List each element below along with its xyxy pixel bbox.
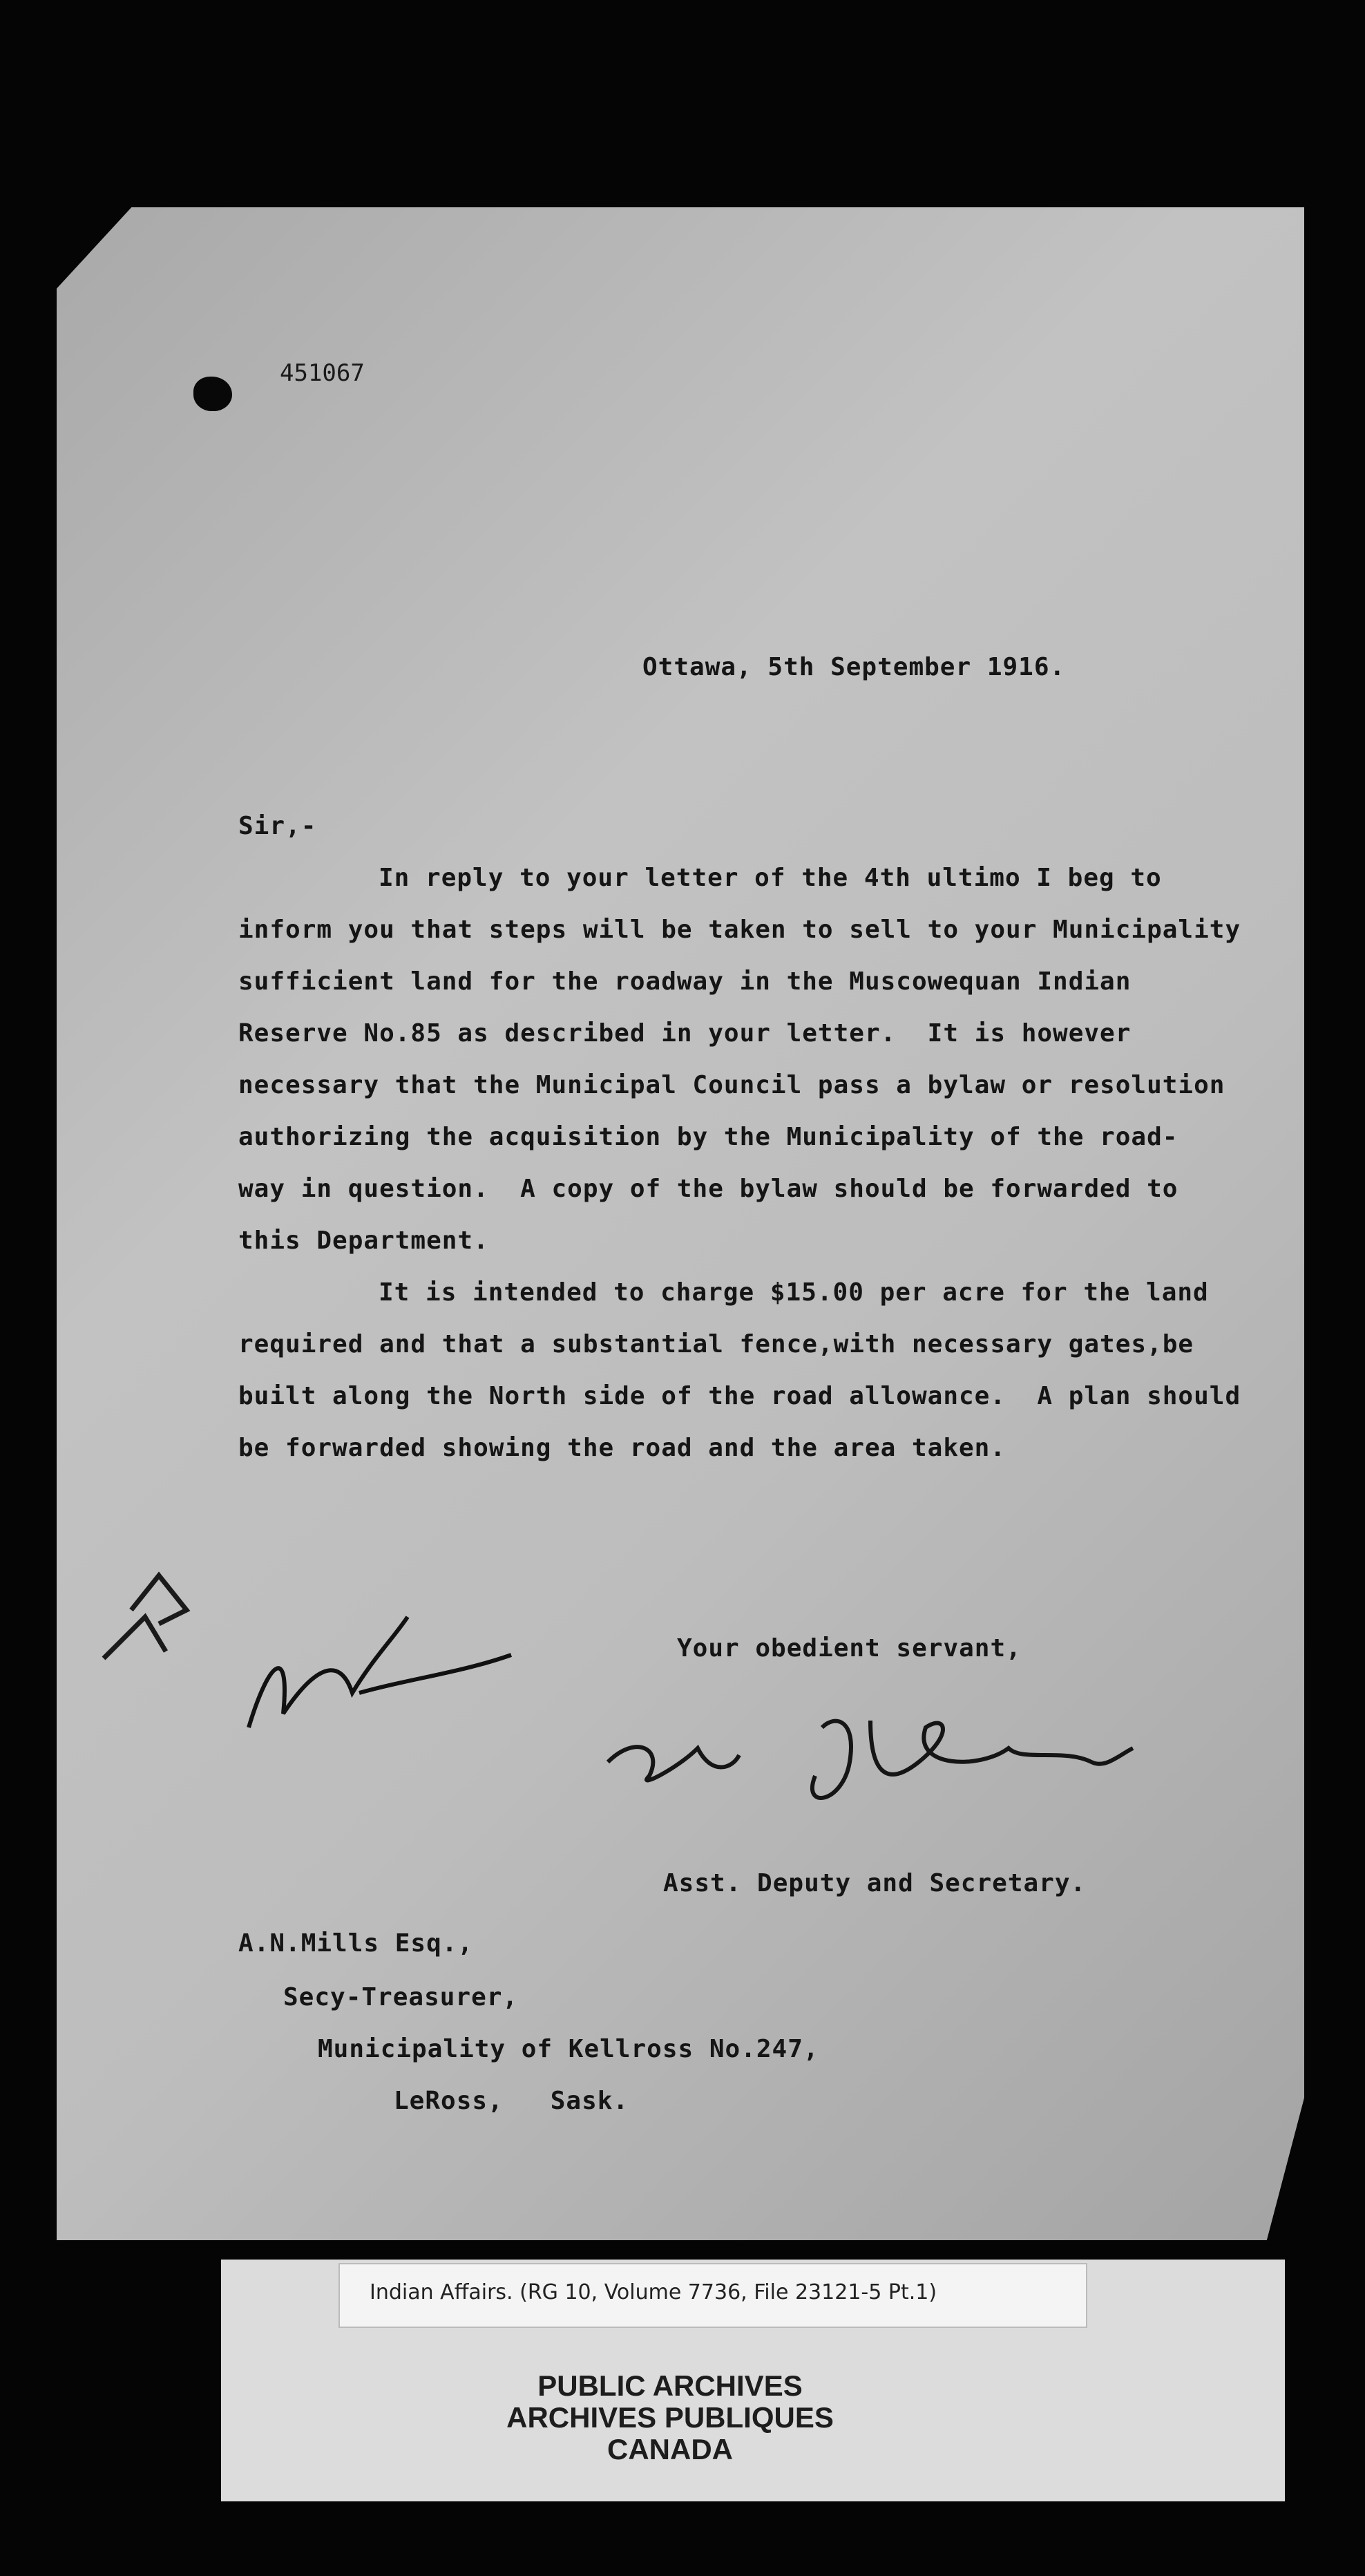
handwritten-initials	[62, 1534, 532, 1755]
archive-country: CANADA	[607, 2433, 733, 2465]
closing: Your obedient servant,	[677, 1634, 1022, 1663]
address-line: LeRoss, Sask.	[394, 2087, 629, 2115]
address-line: A.N.Mills Esq.,	[238, 1929, 474, 1958]
archive-name-fr: ARCHIVES PUBLIQUES	[506, 2401, 834, 2434]
body-line: built along the North side of the road allowance. A plan should	[238, 1382, 1241, 1410]
body-line: required and that a substantial fence,with necessary gates,be	[238, 1330, 1194, 1358]
body-line: sufficient land for the roadway in the Muscowequan Indian	[238, 967, 1132, 996]
salutation: Sir,-	[238, 812, 317, 840]
body-line: Reserve No.85 as described in your letter. It is however	[238, 1019, 1132, 1048]
signer-title: Asst. Deputy and Secretary.	[663, 1869, 1087, 1897]
archive-name-en: PUBLIC ARCHIVES	[537, 2369, 803, 2402]
body-line: be forwarded showing the road and the area taken.	[238, 1434, 1006, 1462]
letter-date: Ottawa, 5th September 1916.	[642, 653, 1066, 681]
signature	[594, 1686, 1147, 1845]
body-line: this Department.	[238, 1227, 489, 1255]
body-line: In reply to your letter of the 4th ultimo I beg to	[379, 864, 1162, 892]
document-number: 451067	[280, 359, 365, 387]
body-line: authorizing the acquisition by the Municipality of the road-	[238, 1123, 1178, 1151]
body-line: inform you that steps will be taken to sell to your Municipality	[238, 916, 1241, 944]
address-line: Municipality of Kellross No.247,	[318, 2035, 819, 2063]
archive-reference: Indian Affairs. (RG 10, Volume 7736, File 23121-5 Pt.1)	[370, 2280, 937, 2304]
punch-hole	[193, 377, 232, 411]
body-line: way in question. A copy of the bylaw should be forwarded to	[238, 1175, 1178, 1203]
address-line: Secy-Treasurer,	[283, 1983, 519, 2011]
body-line: It is intended to charge $15.00 per acre for the land	[379, 1278, 1209, 1307]
body-line: necessary that the Municipal Council pass a bylaw or resolution	[238, 1071, 1225, 1099]
